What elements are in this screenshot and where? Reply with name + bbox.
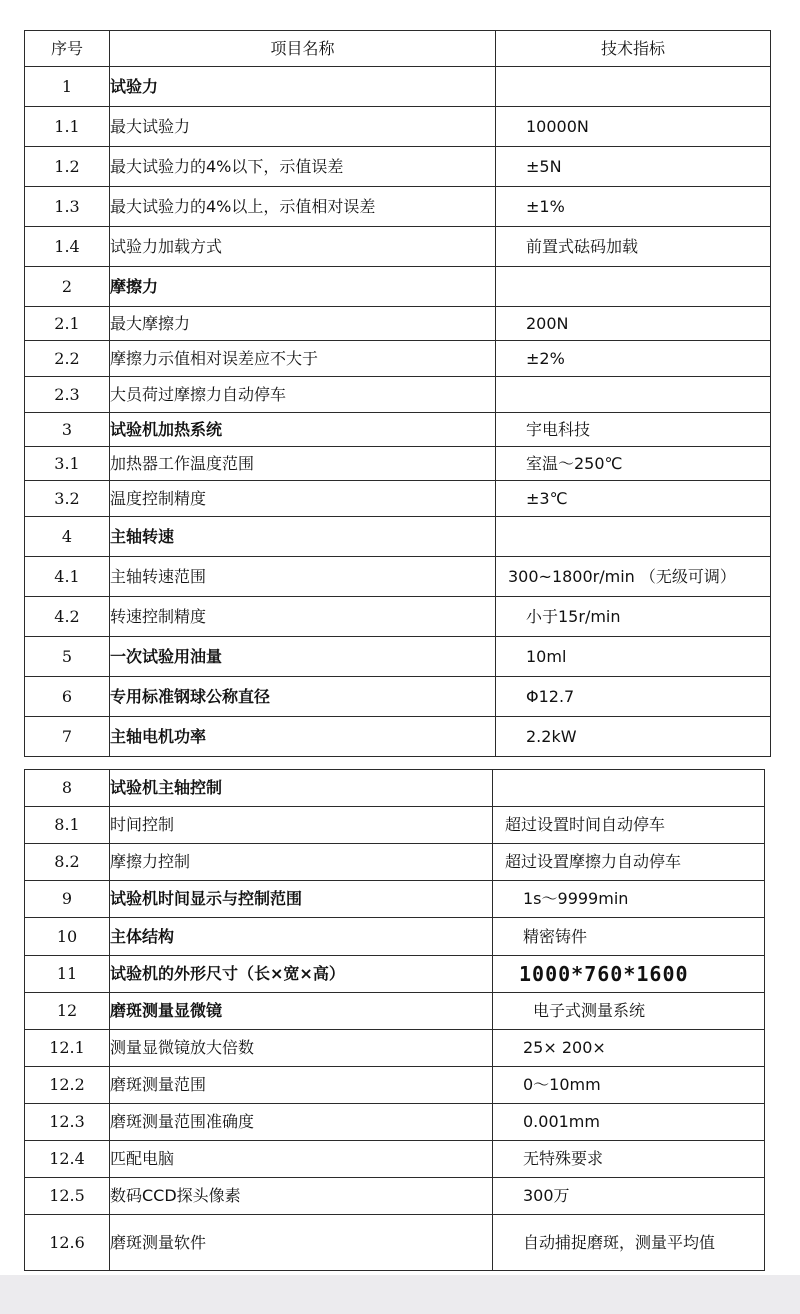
- item-name: 一次试验用油量: [110, 637, 496, 677]
- spec-value: 超过设置时间自动停车: [493, 807, 765, 844]
- table-row: [25, 717, 771, 757]
- row-number: 8.1: [25, 807, 110, 844]
- spec-value: 300~1800r/min （无级可调）: [496, 557, 771, 597]
- item-name: 摩擦力控制: [110, 844, 493, 881]
- row-number: 4.2: [25, 597, 110, 637]
- table-row: [25, 267, 771, 307]
- item-name: 转速控制精度: [110, 597, 496, 637]
- item-name: 磨斑测量范围准确度: [110, 1104, 493, 1141]
- row-number: 12.4: [25, 1141, 110, 1178]
- row-number: 12.5: [25, 1178, 110, 1215]
- item-name: 试验机加热系统: [110, 413, 496, 447]
- table-row: [25, 597, 771, 637]
- table-row: [25, 1104, 765, 1141]
- spec-value: 25× 200×: [493, 1030, 765, 1067]
- item-name: 磨斑测量范围: [110, 1067, 493, 1104]
- row-number: 4: [25, 517, 110, 557]
- table-row: [25, 67, 771, 107]
- spec-value: [496, 267, 771, 307]
- item-name: 试验力: [110, 67, 496, 107]
- row-number: 1.2: [25, 147, 110, 187]
- spec-value: ±1%: [496, 187, 771, 227]
- table-row: [25, 227, 771, 267]
- spec-table-part-2: [24, 769, 765, 1271]
- spec-value: [496, 67, 771, 107]
- spec-value: 室温～250℃: [496, 447, 771, 481]
- table-header-row: [25, 31, 771, 67]
- item-name: 温度控制精度: [110, 481, 496, 517]
- table-row: [25, 637, 771, 677]
- row-number: 10: [25, 918, 110, 956]
- spec-value: ±2%: [496, 341, 771, 377]
- row-number: 7: [25, 717, 110, 757]
- table-row: [25, 1067, 765, 1104]
- spec-value: 1000*760*1600: [493, 956, 765, 993]
- item-name: 主体结构: [110, 918, 493, 956]
- header-no: 序号: [25, 31, 110, 67]
- item-name: 摩擦力: [110, 267, 496, 307]
- table-row: [25, 557, 771, 597]
- row-number: 3.2: [25, 481, 110, 517]
- item-name: 专用标准钢球公称直径: [110, 677, 496, 717]
- item-name: 试验力加载方式: [110, 227, 496, 267]
- item-name: 磨斑测量显微镜: [110, 993, 493, 1030]
- spec-value: 自动捕捉磨斑，测量平均值: [493, 1215, 765, 1271]
- item-name: 最大试验力: [110, 107, 496, 147]
- table-row: [25, 147, 771, 187]
- item-name: 主轴转速范围: [110, 557, 496, 597]
- table-row: [25, 377, 771, 413]
- spec-value: ±3℃: [496, 481, 771, 517]
- row-number: 3: [25, 413, 110, 447]
- spec-value: 精密铸件: [493, 918, 765, 956]
- spec-value: 200N: [496, 307, 771, 341]
- row-number: 12.2: [25, 1067, 110, 1104]
- row-number: 11: [25, 956, 110, 993]
- table-row: [25, 1141, 765, 1178]
- spec-value: 0～10mm: [493, 1067, 765, 1104]
- spec-table-part-1: [24, 30, 771, 757]
- table-row: [25, 956, 765, 993]
- item-name: 最大试验力的4%以上，示值相对误差: [110, 187, 496, 227]
- spec-value: 电子式测量系统: [493, 993, 765, 1030]
- table-row: [25, 107, 771, 147]
- spec-value: [493, 770, 765, 807]
- table-row: [25, 881, 765, 918]
- table-row: [25, 481, 771, 517]
- table-row: [25, 677, 771, 717]
- table-row: [25, 341, 771, 377]
- row-number: 1.1: [25, 107, 110, 147]
- spec-value: ±5N: [496, 147, 771, 187]
- item-name: 时间控制: [110, 807, 493, 844]
- table-row: [25, 844, 765, 881]
- row-number: 12.6: [25, 1215, 110, 1271]
- row-number: 1: [25, 67, 110, 107]
- spec-value: 宇电科技: [496, 413, 771, 447]
- spec-value: [496, 517, 771, 557]
- item-name: 最大摩擦力: [110, 307, 496, 341]
- row-number: 2.3: [25, 377, 110, 413]
- row-number: 6: [25, 677, 110, 717]
- table-row: [25, 1215, 765, 1271]
- row-number: 2.1: [25, 307, 110, 341]
- spec-value: 10000N: [496, 107, 771, 147]
- row-number: 12: [25, 993, 110, 1030]
- table-row: [25, 918, 765, 956]
- item-name: 数码CCD探头像素: [110, 1178, 493, 1215]
- spec-value: 超过设置摩擦力自动停车: [493, 844, 765, 881]
- spec-value: [496, 377, 771, 413]
- row-number: 2: [25, 267, 110, 307]
- item-name: 匹配电脑: [110, 1141, 493, 1178]
- row-number: 8.2: [25, 844, 110, 881]
- row-number: 1.4: [25, 227, 110, 267]
- row-number: 8: [25, 770, 110, 807]
- item-name: 试验机时间显示与控制范围: [110, 881, 493, 918]
- header-name: 项目名称: [110, 31, 496, 67]
- item-name: 最大试验力的4%以下，示值误差: [110, 147, 496, 187]
- spec-value: 前置式砝码加载: [496, 227, 771, 267]
- item-name: 试验机的外形尺寸（长×宽×高）: [110, 956, 493, 993]
- item-name: 磨斑测量软件: [110, 1215, 493, 1271]
- spec-value: 1s～9999min: [493, 881, 765, 918]
- item-name: 加热器工作温度范围: [110, 447, 496, 481]
- table-row: [25, 413, 771, 447]
- table-row: [25, 517, 771, 557]
- spec-value: 0.001mm: [493, 1104, 765, 1141]
- table-row: [25, 807, 765, 844]
- spec-value: 2.2kW: [496, 717, 771, 757]
- table-row: [25, 1030, 765, 1067]
- table-row: [25, 993, 765, 1030]
- spec-value: 300万: [493, 1178, 765, 1215]
- spec-value: 小于15r/min: [496, 597, 771, 637]
- table-row: [25, 307, 771, 341]
- spec-value: 10ml: [496, 637, 771, 677]
- item-name: 大员荷过摩擦力自动停车: [110, 377, 496, 413]
- table-row: [25, 447, 771, 481]
- header-value: 技术指标: [496, 31, 771, 67]
- item-name: 试验机主轴控制: [110, 770, 493, 807]
- spec-value: Φ12.7: [496, 677, 771, 717]
- table-row: [25, 770, 765, 807]
- row-number: 12.1: [25, 1030, 110, 1067]
- row-number: 9: [25, 881, 110, 918]
- item-name: 测量显微镜放大倍数: [110, 1030, 493, 1067]
- row-number: 3.1: [25, 447, 110, 481]
- row-number: 4.1: [25, 557, 110, 597]
- table-row: [25, 1178, 765, 1215]
- item-name: 摩擦力示值相对误差应不大于: [110, 341, 496, 377]
- row-number: 12.3: [25, 1104, 110, 1141]
- item-name: 主轴电机功率: [110, 717, 496, 757]
- row-number: 2.2: [25, 341, 110, 377]
- item-name: 主轴转速: [110, 517, 496, 557]
- spec-value: 无特殊要求: [493, 1141, 765, 1178]
- row-number: 1.3: [25, 187, 110, 227]
- row-number: 5: [25, 637, 110, 677]
- table-row: [25, 187, 771, 227]
